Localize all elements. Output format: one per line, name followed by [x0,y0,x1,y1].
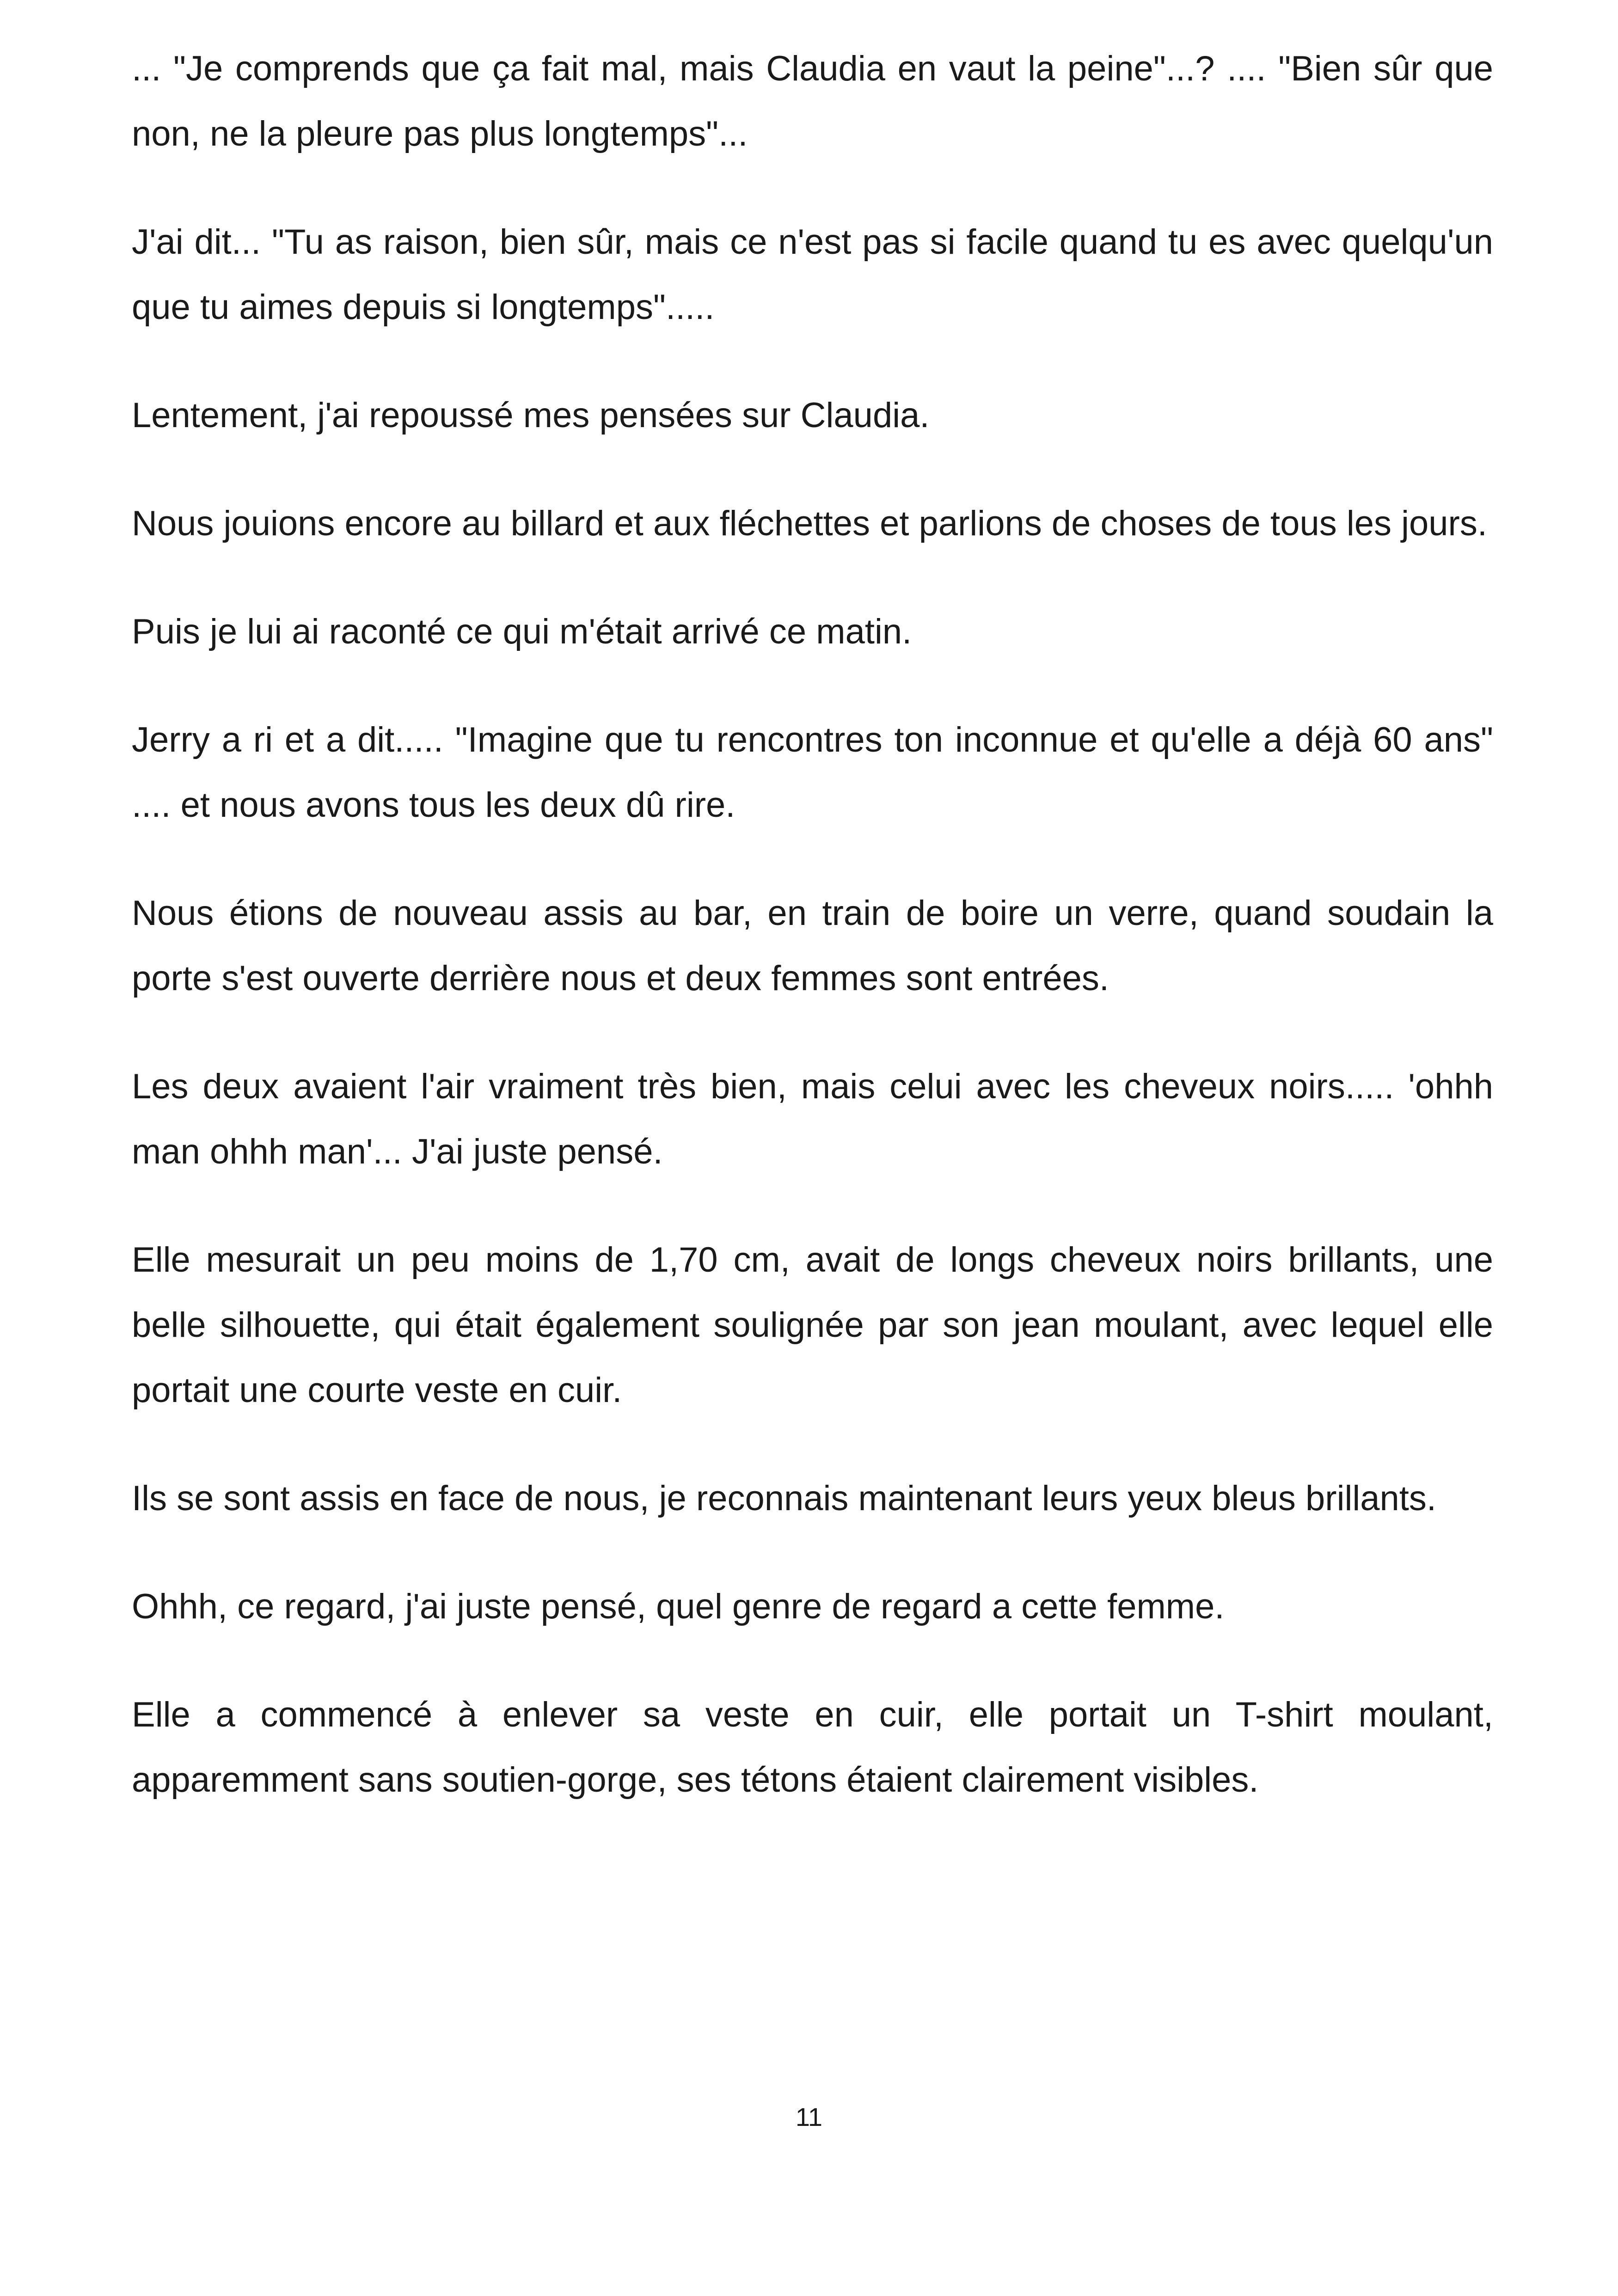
paragraph-8: Les deux avaient l'air vraiment très bien, mais celui avec les cheveux noirs..... 'ohhh man ohhh man'... J'ai juste pensé. [132,1067,1493,1171]
paragraph-12: Elle a commencé à enlever sa veste en cuir, elle portait un T-shirt moulant, apparemment sans soutien-gorge, ses tétons étaient clairement visibles. [132,1695,1493,1800]
paragraph-9: Elle mesurait un peu moins de 1,70 cm, avait de longs cheveux noirs brillants, une belle silhouette, qui était également soulignée par son jean moulant, avec lequel elle portait une courte veste en cuir. [132,1240,1493,1410]
paragraph-1: ... "Je comprends que ça fait mal, mais Claudia en vaut la peine"...? .... "Bien sûr que non, ne la pleure pas plus longtemps"... [132,49,1493,153]
paragraph-2: J'ai dit... "Tu as raison, bien sûr, mais ce n'est pas si facile quand tu es avec quelqu'un que tu aimes depuis si longtemps"..... [132,222,1493,327]
paragraph-3: Lentement, j'ai repoussé mes pensées sur Claudia. [132,396,930,435]
paragraph-7: Nous étions de nouveau assis au bar, en train de boire un verre, quand soudain la porte s'est ouverte derrière nous et deux femmes sont entrées. [132,894,1493,998]
paragraph-6: Jerry a ri et a dit..... "Imagine que tu rencontres ton inconnue et qu'elle a déjà 60 ans" .... et nous avons tous les deux dû rire. [132,720,1493,825]
paragraph-5: Puis je lui ai raconté ce qui m'était arrivé ce matin. [132,612,912,651]
paragraph-10: Ils se sont assis en face de nous, je reconnais maintenant leurs yeux bleus brillants. [132,1479,1436,1518]
page-number: 11 [795,2102,823,2131]
body-text [132,36,1493,1812]
paragraph-11: Ohhh, ce regard, j'ai juste pensé, quel genre de regard a cette femme. [132,1587,1225,1626]
paragraph-4: Nous jouions encore au billard et aux fléchettes et parlions de choses de tous les jours. [132,504,1487,543]
